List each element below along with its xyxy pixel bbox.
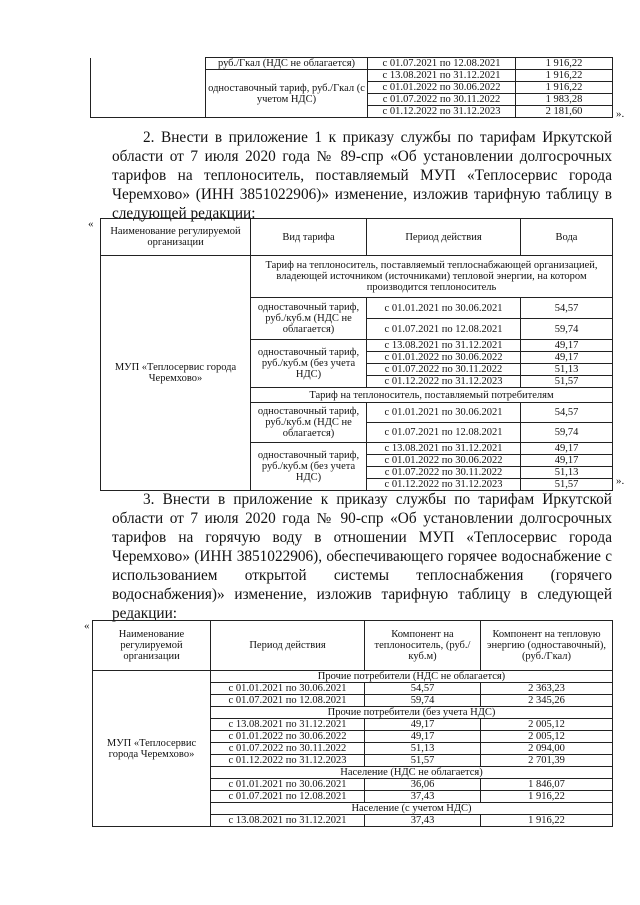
carrier: 49,17 — [365, 731, 481, 743]
value: 49,17 — [521, 443, 613, 455]
tariff-type: руб./Гкал (НДС не облагается) — [206, 58, 368, 70]
section-title: Прочие потребители (НДС не облагается) — [211, 671, 613, 683]
period: с 13.08.2021 по 31.12.2021 — [211, 719, 365, 731]
value: 51,57 — [521, 479, 613, 491]
tariff-type: одноставочный тариф, руб./куб.м (без учета НДС) — [251, 443, 367, 491]
period: с 01.07.2021 по 12.08.2021 — [367, 423, 521, 443]
period: с 01.07.2021 по 12.08.2021 — [368, 58, 516, 70]
value: 59,74 — [521, 423, 613, 443]
close-quote: ». — [616, 108, 625, 120]
period: с 13.08.2021 по 31.12.2021 — [367, 340, 521, 352]
value: 2 181,60 — [516, 106, 613, 118]
org-cell — [91, 58, 206, 118]
period: с 01.01.2021 по 30.06.2021 — [367, 403, 521, 423]
close-quote: ». — [616, 475, 625, 487]
period: с 01.01.2021 по 30.06.2021 — [367, 298, 521, 319]
section-title: Тариф на теплоноситель, поставляемый теплоснабжающей организацией, владеющей источником (источниками) тепловой энергии, на котором производится теплоноситель — [251, 256, 613, 298]
carrier: 54,57 — [365, 683, 481, 695]
value: 49,17 — [521, 352, 613, 364]
carrier: 51,57 — [365, 755, 481, 767]
period: с 13.08.2021 по 31.12.2021 — [368, 70, 516, 82]
header-energy: Компонент на тепловую энергию (одноставочный), (руб./Гкал) — [481, 621, 613, 671]
period: с 01.01.2021 по 30.06.2021 — [211, 779, 365, 791]
section-title: Население (НДС не облагается) — [211, 767, 613, 779]
value: 51,13 — [521, 467, 613, 479]
carrier: 37,43 — [365, 815, 481, 827]
value: 1 916,22 — [516, 70, 613, 82]
period: с 13.08.2021 по 31.12.2021 — [211, 815, 365, 827]
value: 1 983,28 — [516, 94, 613, 106]
energy: 2 005,12 — [481, 719, 613, 731]
header-org: Наименование регулируемой организации — [101, 219, 251, 256]
org-name: МУП «Теплосервис города Черемхово» — [93, 671, 211, 827]
value: 51,57 — [521, 376, 613, 388]
carrier: 36,06 — [365, 779, 481, 791]
tariff-type: одноставочный тариф, руб./Гкал (с учетом НДС) — [206, 70, 368, 118]
energy: 1 846,07 — [481, 779, 613, 791]
period: с 01.07.2022 по 30.11.2022 — [367, 364, 521, 376]
energy: 1 916,22 — [481, 815, 613, 827]
section-title: Население (с учетом НДС) — [211, 803, 613, 815]
carrier: 49,17 — [365, 719, 481, 731]
period: с 01.01.2022 по 30.06.2022 — [367, 455, 521, 467]
carrier: 51,13 — [365, 743, 481, 755]
period: с 01.07.2021 по 12.08.2021 — [211, 695, 365, 707]
period: с 01.01.2022 по 30.06.2022 — [368, 82, 516, 94]
period: с 01.01.2022 по 30.06.2022 — [211, 731, 365, 743]
header-carrier: Компонент на теплоноситель, (руб./куб.м) — [365, 621, 481, 671]
value: 49,17 — [521, 340, 613, 352]
org-name: МУП «Теплосервис города Черемхово» — [101, 256, 251, 491]
period: с 01.07.2021 по 12.08.2021 — [211, 791, 365, 803]
value: 54,57 — [521, 298, 613, 319]
value: 59,74 — [521, 319, 613, 340]
hot-water-tariff-table — [92, 620, 613, 827]
section-title: Тариф на теплоноситель, поставляемый потребителям — [251, 388, 613, 403]
period: с 01.07.2022 по 30.11.2022 — [211, 743, 365, 755]
header-org: Наименование регулируемой организации — [93, 621, 211, 671]
energy: 2 701,39 — [481, 755, 613, 767]
energy: 2 005,12 — [481, 731, 613, 743]
open-quote: « — [84, 620, 90, 632]
value: 1 916,22 — [516, 58, 613, 70]
period: с 01.12.2022 по 31.12.2023 — [368, 106, 516, 118]
section-title: Прочие потребители (без учета НДС) — [211, 707, 613, 719]
header-water: Вода — [521, 219, 613, 256]
tariff-table-continued — [90, 57, 613, 118]
open-quote: « — [88, 218, 94, 230]
paragraph-2: 2. Внести в приложение 1 к приказу службы по тарифам Иркутской области от 7 июля 2020 года № 89-спр «Об установлении долгосрочных тарифов на теплоноситель, поставляемый МУП «Теплосервис города Черемхово» (ИНН 3851022906)» изменение, изложив тарифную таблицу в следующей редакции: — [112, 129, 612, 222]
energy: 2 345,26 — [481, 695, 613, 707]
value: 49,17 — [521, 455, 613, 467]
value: 51,13 — [521, 364, 613, 376]
carrier: 59,74 — [365, 695, 481, 707]
energy: 2 363,23 — [481, 683, 613, 695]
period: с 01.12.2022 по 31.12.2023 — [367, 376, 521, 388]
tariff-type: одноставочный тариф, руб./куб.м (без учета НДС) — [251, 340, 367, 388]
period: с 01.07.2022 по 30.11.2022 — [367, 467, 521, 479]
header-period: Период действия — [367, 219, 521, 256]
period: с 01.07.2021 по 12.08.2021 — [367, 319, 521, 340]
value: 1 916,22 — [516, 82, 613, 94]
coolant-tariff-table — [100, 218, 613, 491]
header-period: Период действия — [211, 621, 365, 671]
tariff-type: одноставочный тариф, руб./куб.м (НДС не облагается) — [251, 298, 367, 340]
paragraph-3: 3. Внести в приложение к приказу службы по тарифам Иркутской области от 7 июля 2020 года № 90-спр «Об установлении долгосрочных тарифов на горячую воду в отношении МУП «Теплосервис города Черемхово» (ИНН 3851022906), обеспечивающего горячее водоснабжение с использованием открытой системы теплоснабжения (горячего водоснабжения)» изменение, изложив тарифную таблицу в следующей редакции: — [112, 491, 612, 622]
period: с 01.07.2022 по 30.11.2022 — [368, 94, 516, 106]
period: с 01.01.2021 по 30.06.2021 — [211, 683, 365, 695]
value: 54,57 — [521, 403, 613, 423]
energy: 1 916,22 — [481, 791, 613, 803]
period: с 01.12.2022 по 31.12.2023 — [211, 755, 365, 767]
carrier: 37,43 — [365, 791, 481, 803]
period: с 01.01.2022 по 30.06.2022 — [367, 352, 521, 364]
header-type: Вид тарифа — [251, 219, 367, 256]
period: с 01.12.2022 по 31.12.2023 — [367, 479, 521, 491]
tariff-type: одноставочный тариф, руб./куб.м (НДС не облагается) — [251, 403, 367, 443]
section-row — [93, 671, 613, 683]
period: с 13.08.2021 по 31.12.2021 — [367, 443, 521, 455]
energy: 2 094,00 — [481, 743, 613, 755]
